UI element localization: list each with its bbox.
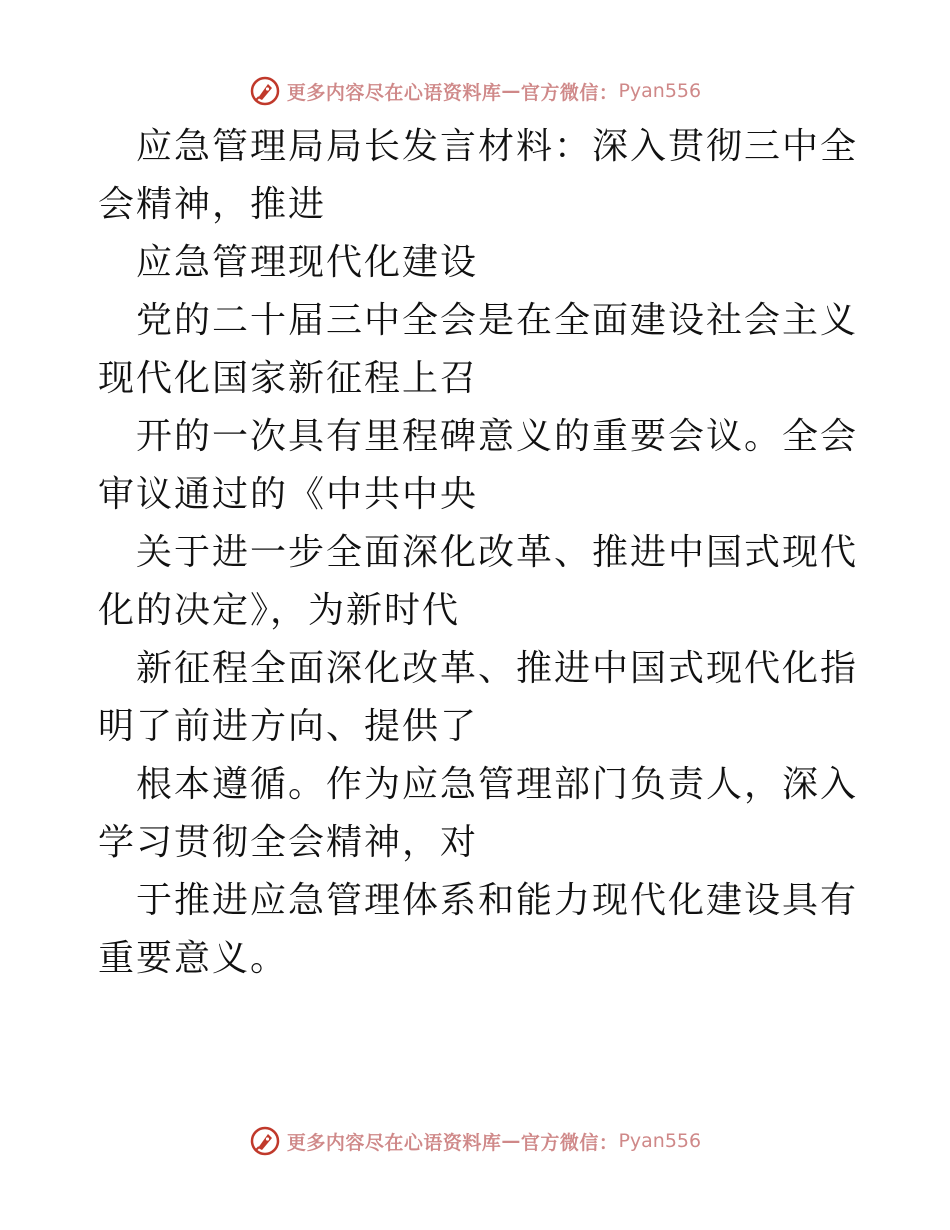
paragraph-title-2: 应急管理现代化建设	[136, 242, 479, 283]
banner-dash: —	[501, 1130, 521, 1152]
banner-dash: —	[501, 80, 521, 102]
banner-main-text: 更多内容尽在心语资料库	[286, 1131, 502, 1154]
pen-nib-seal-icon	[249, 1125, 281, 1157]
paragraph: 党的二十届三中全会是在全面建设社会主义现代化国家新征程上召	[98, 300, 859, 399]
document-body	[98, 118, 858, 988]
paragraph: 根本遵循。作为应急管理部门负责人，深入学习贯彻全会精神，对	[98, 764, 859, 863]
paragraph: 新征程全面深化改革、推进中国式现代化指明了前进方向、提供了	[98, 648, 859, 747]
banner-official-label: 官方微信：	[520, 1131, 619, 1154]
paragraph: 关于进一步全面深化改革、推进中国式现代化的决定》，为新时代	[98, 532, 859, 631]
banner-official-label: 官方微信：	[520, 81, 619, 104]
paragraph: 开的一次具有里程碑意义的重要会议。全会审议通过的《中共中央	[98, 416, 859, 515]
paragraph-title-1: 应急管理局局长发言材料：深入贯彻三中全会精神，推进	[98, 126, 859, 225]
banner-main-text: 更多内容尽在心语资料库	[286, 81, 502, 104]
header-watermark-banner	[0, 71, 950, 111]
paragraph: 于推进应急管理体系和能力现代化建设具有重要意义。	[98, 880, 859, 979]
banner-wechat-id: Pyan556	[618, 80, 702, 102]
banner-wechat-id: Pyan556	[618, 1130, 702, 1152]
footer-watermark-banner	[0, 1121, 950, 1161]
pen-nib-seal-icon	[249, 75, 281, 107]
